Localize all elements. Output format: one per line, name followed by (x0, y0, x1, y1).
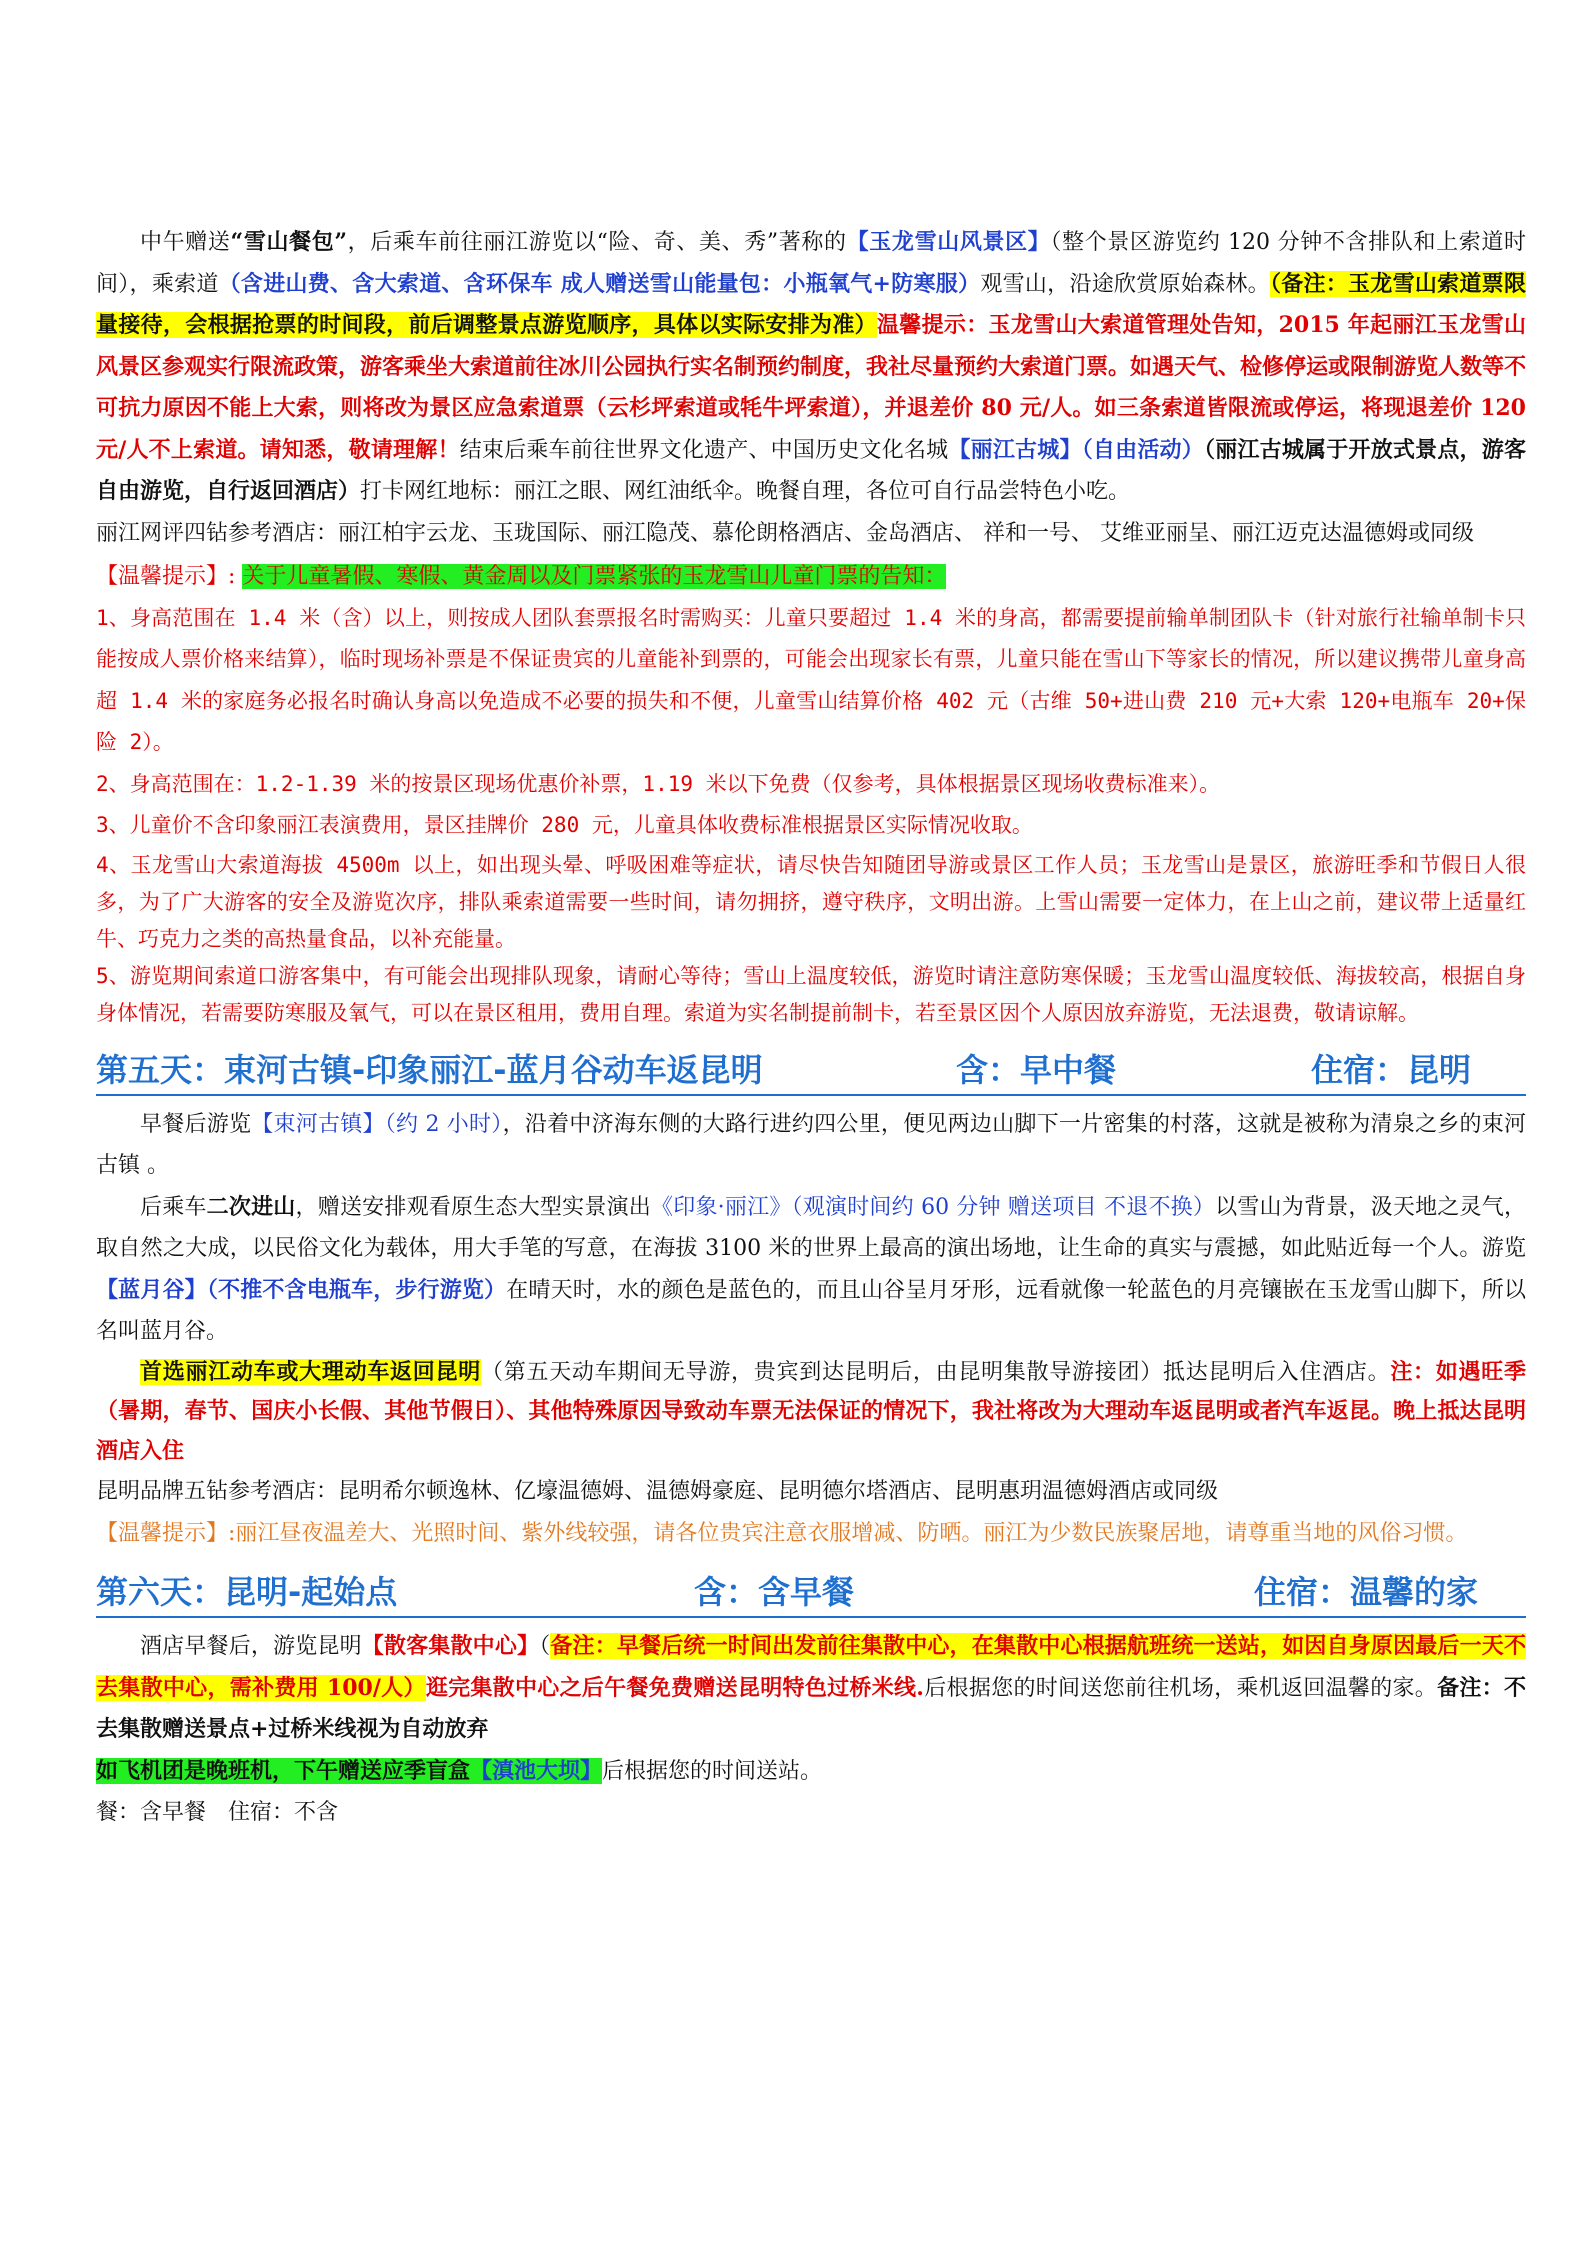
day6-meals: 含：含早餐 (694, 1573, 855, 1611)
children-notice-heading (96, 556, 1526, 598)
peak-season-note: 注：如遇旺季（暑期，春节、国庆小长假、其他节假日）、其他特殊原因导致动车票无法保证的情况下，我社将改为大理动车返昆明或者汽车返昆。晚上抵达昆明酒店入住 (96, 1358, 1526, 1464)
ropeway-warning: 温馨提示：玉龙雪山大索道管理处告知，2015 年起丽江玉龙雪山风景区参观实行限流政策，游客乘坐大索道前往冰川公园执行实名制预约制度，我社尽量预约大索道门票。如遇天气、检修停运或限制游览人数等不可抗力原因不能上大索，则将改为景区应急索道票（云杉坪索道或牦牛坪索道），并退差价 80 元/人。如三条索道皆限流或停运，将现退差价 120 元/人不上索道。请知悉，敬请理解！ (96, 312, 1527, 463)
text-run: （整个景区游览约 120 分钟不含排队和上索道时间），乘索道 (96, 230, 1526, 297)
day6-header (96, 1564, 1526, 1620)
train-return-highlight: 首选丽江动车或大理动车返回昆明 (140, 1358, 481, 1385)
text-run: 酒店早餐后，游览昆明 (140, 1634, 362, 1659)
tip-text: 丽江昼夜温差大、光照时间、紫外线较强，请各位贵宾注意衣服增减、防晒。丽江为少数民族聚居地，请尊重当地的风俗习惯。 (235, 1520, 1468, 1546)
day6-stay: 住宿：温馨的家 (1254, 1573, 1479, 1611)
day5-paragraph-1 (96, 1104, 1526, 1187)
text-run: 早餐后游览 (140, 1111, 252, 1137)
day6-meals-stay-line: 餐：含早餐 住宿：不含 (96, 1800, 339, 1825)
rice-noodle-lunch: 逛完集散中心之后午餐免费赠送昆明特色过桥米线. (425, 1674, 924, 1701)
lijiang-hotel-list: 丽江网评四钻参考酒店：丽江柏宇云龙、玉珑国际、丽江隐茂、慕伦朗格酒店、金岛酒店、 祥和一号、 艾维亚丽呈、丽江迈克达温德姆或同级 (96, 520, 1474, 546)
text-run: ，后乘车前往丽江游览以“险、奇、美、秀”著称的 (347, 230, 847, 255)
text-run: 后根据您的时间送您前往机场，乘机返回温馨的家。 (923, 1675, 1438, 1701)
snow-meal-pack: “雪山餐包” (230, 229, 347, 255)
day5-paragraph-3 (96, 1353, 1526, 1472)
text-run: （ (539, 1634, 551, 1659)
distribution-center: 【散客集散中心】 (361, 1633, 540, 1659)
day6-paragraph-1 (96, 1626, 1526, 1751)
second-entry: 二次进山 (206, 1193, 296, 1220)
notice-item: 1、身高范围在 1.4 米（含）以上，则按成人团队套票报名时需购买：儿童只要超过 1.4 米的身高，都需要提前输单制团队卡（针对旅行社输单制卡只能按成人票价格来结算），临时现场补票是不保证贵宾的儿童能补到票的，可能会出现家长有票，儿童只能在雪山下等家长的情况，所以建议携带儿童身高超 1.4 米的家庭务必报名时确认身高以免造成不必要的损失和不便，儿童雪山结算价格 402 元（古维 50+进山费 210 元+大索 120+电瓶车 20+保险 2）。 (96, 605, 1526, 754)
day5-paragraph-2 (96, 1187, 1526, 1353)
jade-dragon-scenic-area: 【玉龙雪山风景区】 (846, 229, 1051, 255)
notice-title: 关于儿童暑假、寒假、黄金周以及门票紧张的玉龙雪山儿童门票的告知： (242, 564, 947, 589)
kunming-hotel-list: 昆明品牌五钻参考酒店：昆明希尔顿逸林、亿壕温德姆、温德姆豪庭、昆明德尔塔酒店、昆明惠玥温德姆酒店或同级 (96, 1479, 1219, 1504)
ropeway-note-highlight: （备注：玉龙雪山索道票限量接待，会根据抢票的时间段，前后调整景点游览顺序，具体以实际安排为准） (96, 270, 1526, 338)
text-run: （第五天动车期间无导游，贵宾到达昆明后，由昆明集散导游接团）抵达昆明后入住酒店。 (481, 1359, 1391, 1385)
text-run: ，沿着中济海东侧的大路行进约四公里，便见两边山脚下一片密集的村落，这就是被称为清泉之乡的束河古镇 。 (96, 1111, 1526, 1178)
forfeit-note: 备注：不去集散赠送景点+过桥米线视为自动放弃 (96, 1674, 1526, 1742)
notice-item: 5、游览期间索道口游客集中，有可能会出现排队现象，请耐心等待；雪山上温度较低，游览时请注意防寒保暖；玉龙雪山温度较低、海拔较高，根据自身身体情况，若需要防寒服及氧气，可以在景区租用，费用自理。索道为实名制提前制卡，若至景区因个人原因放弃游览，无法退费，敬请谅解。 (96, 963, 1526, 1025)
blue-moon-valley: 【蓝月谷】（不推不含电瓶车，步行游览） (96, 1276, 507, 1303)
day5-meals: 含：早中餐 (956, 1050, 1117, 1089)
day5-title: 第五天：束河古镇-印象丽江-蓝月谷动车返昆明 (96, 1050, 763, 1089)
text-run: 观雪山，沿途欣赏原始森林。 (980, 271, 1270, 297)
day5-stay: 住宿：昆明 (1311, 1050, 1472, 1089)
notice-item: 2、身高范围在：1.2-1.39 米的按景区现场优惠价补票，1.19 米以下免费（仅参考，具体根据景区现场收费标准来）。 (96, 771, 1221, 796)
text-run: 结束后乘车前往世界文化遗产、中国历史文化名城 (459, 437, 949, 463)
text-run: 如飞机团是晚班机，下午赠送应季盲盒 (96, 1757, 471, 1784)
text-run: 打卡网红地标：丽江之眼、网红油纸伞。晚餐自理，各位可自行品尝特色小吃。 (360, 479, 1131, 504)
notice-item: 4、玉龙雪山大索道海拔 4500m 以上，如出现头晕、呼吸困难等症状，请尽快告知随团导游或景区工作人员；玉龙雪山是景区，旅游旺季和节假日人很多，为了广大游客的安全及游览次序，排队乘索道需要一些时间，请勿拥挤，遵守秩序，文明出游。上雪山需要一定体力，在上山之前，建议带上适量红牛、巧克力之类的高热量食品，以补充能量。 (96, 852, 1526, 951)
notice-tag: 【温馨提示】: (96, 564, 236, 589)
evening-flight-highlight (96, 1758, 602, 1784)
itinerary-page (96, 222, 1526, 1834)
shuhe-old-town: 【束河古镇】（约 2 小时） (251, 1111, 503, 1137)
day6-paragraph-2 (96, 1751, 1526, 1793)
day5-warm-tip (96, 1513, 1526, 1555)
text-run: 在晴天时，水的颜色是蓝色的，而且山谷呈月牙形，远看就像一轮蓝色的月亮镶嵌在玉龙雪山脚下，所以名叫蓝月谷。 (96, 1277, 1526, 1344)
old-town-note: （丽江古城属于开放式景点，游客自由游览，自行返回酒店） (96, 436, 1526, 504)
impression-lijiang-show: 《印象·丽江》（观演时间约 60 分钟 赠送项目 不退不换） (651, 1194, 1216, 1220)
children-notice-list (96, 598, 1526, 1032)
notice-item: 3、儿童价不含印象丽江表演费用，景区挂牌价 280 元，儿童具体收费标准根据景区实际情况收取。 (96, 813, 1033, 837)
lijiang-old-town: 【丽江古城】（自由活动） (948, 436, 1204, 463)
distribution-note-highlight: 备注：早餐后统一时间出发前往集散中心，在集散中心根据航班统一送站，如因自身原因最后一天不去集散中心，需补费用 100/人） (96, 1633, 1526, 1701)
day4-afternoon-paragraph (96, 222, 1526, 513)
text-run: 以雪山为背景，汲天地之灵气，取自然之大成，以民俗文化为载体，用大手笔的写意，在海拔 3100 米的世界上最高的演出场地，让生命的真实与震撼，如此贴近每一个人。游览 (96, 1194, 1526, 1261)
ropeway-inclusions: （含进山费、含大索道、含环保车 成人赠送雪山能量包：小瓶氧气+防寒服） (218, 270, 981, 297)
text-run: 后根据您的时间送站。 (602, 1758, 823, 1784)
text-run: ，赠送安排观看原生态大型实景演出 (295, 1194, 652, 1220)
text-run: 后乘车 (140, 1194, 207, 1220)
dianchi-dam: 【滇池大坝】 (470, 1757, 603, 1784)
day6-title: 第六天：昆明-起始点 (96, 1573, 398, 1611)
day5-header (96, 1042, 1526, 1098)
text-run: 中午赠送 (140, 230, 231, 255)
tip-tag: 【温馨提示】: (96, 1520, 236, 1546)
